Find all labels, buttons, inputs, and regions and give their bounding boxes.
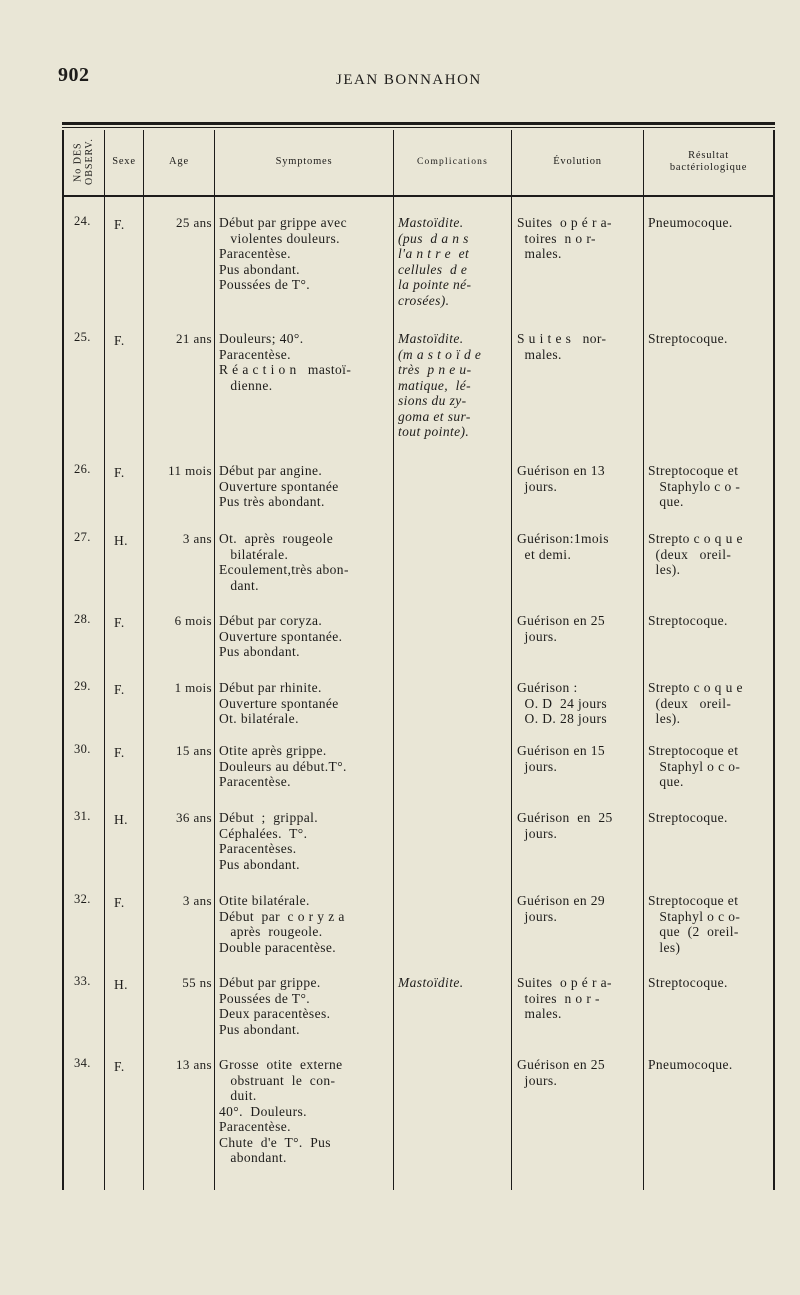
cell-evolution: Guérison en 25 jours. [517,613,606,644]
cell-evolution: S u i t e s nor- males. [517,331,607,362]
header-rule [512,195,643,197]
cell-resultat: Streptocoque et Staphylo c o - que. [648,463,741,509]
cell-age: 3 ans [182,531,212,546]
column-divider [104,130,105,1190]
cell-symptomes: Début par grippe. Poussées de T°. Deux paracentèses. Pus abondant. [219,975,331,1037]
cell-age: 25 ans [176,215,212,230]
cell-symptomes: Grosse otite externe obstruant le con- duit. 40°. Douleurs. Paracentèse. Chute d'e T°. Pus abondant. [219,1057,343,1165]
cell-complications: Mastoïdite. (pus d a n s l'a n t r e et cellules d e la pointe né- crosées). [398,215,472,308]
column-divider [62,130,64,1190]
column-divider [773,130,775,1190]
cell-symptomes: Otite bilatérale. Début par c o r y z a après rougeole. Double paracentèse. [219,893,345,955]
cell-obs: 25. [74,330,91,344]
header-complications: Complications [416,156,488,167]
cell-resultat: Strepto c o q u e (deux oreil- les). [648,680,743,726]
cell-symptomes: Début par coryza. Ouverture spontanée. Pus abondant. [219,613,343,659]
cell-resultat: Streptocoque. [648,975,728,990]
header-age: Age [169,155,189,167]
cell-obs: 32. [74,892,91,906]
cell-sexe: F. [114,682,125,697]
cell-symptomes: Début ; grippal. Céphalées. T°. Paracentèses. Pus abondant. [219,810,319,872]
cell-sexe: F. [114,465,125,480]
header-evolution: Évolution [553,155,602,167]
cell-complications: Mastoïdite. (m a s t o ï d e très p n e u- matique, lé- sions du zy- goma et sur- tout pointe). [398,331,482,439]
cell-evolution: Guérison en 29 jours. [517,893,606,924]
cell-sexe: F. [114,217,125,232]
cell-sexe: F. [114,1059,125,1074]
cell-sexe: F. [114,745,125,760]
table-top-rule [62,122,775,125]
cell-resultat: Streptocoque. [648,331,728,346]
cell-obs: 34. [74,1056,91,1070]
cell-obs: 28. [74,612,91,626]
cell-obs: 26. [74,462,91,476]
cell-obs: 29. [74,679,91,693]
cell-resultat: Strepto c o q u e (deux oreil- les). [648,531,743,577]
cell-complications: Mastoïdite. [398,975,464,990]
table-top-rule-thin [62,127,775,128]
cell-age: 6 mois [174,613,212,628]
cell-sexe: H. [114,977,128,992]
cell-evolution: Guérison en 25 jours. [517,1057,606,1088]
header-symptomes: Symptomes [275,155,333,167]
cell-obs: 30. [74,742,91,756]
cell-sexe: H. [114,812,128,827]
cell-obs: 24. [74,214,91,228]
cell-age: 13 ans [176,1057,212,1072]
cell-symptomes: Début par rhinite. Ouverture spontanée Ot. bilatérale. [219,680,339,726]
cell-resultat: Streptocoque. [648,613,728,628]
cell-age: 3 ans [182,893,212,908]
cell-sexe: F. [114,895,125,910]
observations-table [62,122,775,1190]
cell-age: 11 mois [168,463,212,478]
header-resultat: Résultat bactériologique [669,149,748,173]
cell-sexe: F. [114,333,125,348]
cell-evolution: Guérison:1mois et demi. [517,531,609,562]
cell-age: 55 ns [182,975,212,990]
cell-obs: 33. [74,974,91,988]
column-divider [143,130,144,1190]
cell-age: 15 ans [176,743,212,758]
running-head: JEAN BONNAHON [336,72,482,88]
cell-symptomes: Douleurs; 40°. Paracentèse. R é a c t i o n mastoï- dienne. [219,331,352,393]
cell-evolution: Guérison en 25 jours. [517,810,613,841]
cell-age: 21 ans [176,331,212,346]
cell-resultat: Streptocoque et Staphyl o c o- que. [648,743,741,789]
cell-symptomes: Ot. après rougeole bilatérale. Ecoulement,très abon- dant. [219,531,349,593]
cell-obs: 27. [74,530,91,544]
cell-evolution: Guérison en 13 jours. [517,463,606,494]
cell-age: 36 ans [176,810,212,825]
cell-evolution: Suites o p é r a- toires n o r - males. [517,975,612,1021]
cell-sexe: F. [114,615,125,630]
cell-symptomes: Début par angine. Ouverture spontanée Pus très abondant. [219,463,339,509]
column-divider [214,130,215,1190]
header-rule [64,195,104,197]
header-rule [644,195,773,197]
cell-sexe: H. [114,533,128,548]
page-number: 902 [58,64,90,86]
cell-resultat: Pneumocoque. [648,215,733,230]
header-rule [394,195,511,197]
cell-obs: 31. [74,809,91,823]
cell-symptomes: Otite après grippe. Douleurs au début.T°. Paracentèse. [219,743,347,789]
column-divider [643,130,644,1190]
cell-resultat: Streptocoque. [648,810,728,825]
header-rule [105,195,143,197]
column-divider [393,130,394,1190]
cell-evolution: Guérison en 15 jours. [517,743,606,774]
cell-resultat: Streptocoque et Staphyl o c o- que (2 oreil- les) [648,893,741,955]
header-sexe: Sexe [112,155,136,167]
header-rule [215,195,393,197]
cell-symptomes: Début par grippe avec violentes douleurs. Paracentèse. Pus abondant. Poussées de T°. [219,215,347,292]
cell-resultat: Pneumocoque. [648,1057,733,1072]
cell-age: 1 mois [174,680,212,695]
cell-evolution: Guérison : O. D 24 jours O. D. 28 jours [517,680,608,726]
header-obs: No DES OBSERV. [72,138,95,186]
header-rule [144,195,214,197]
cell-evolution: Suites o p é r a- toires n o r- males. [517,215,612,261]
